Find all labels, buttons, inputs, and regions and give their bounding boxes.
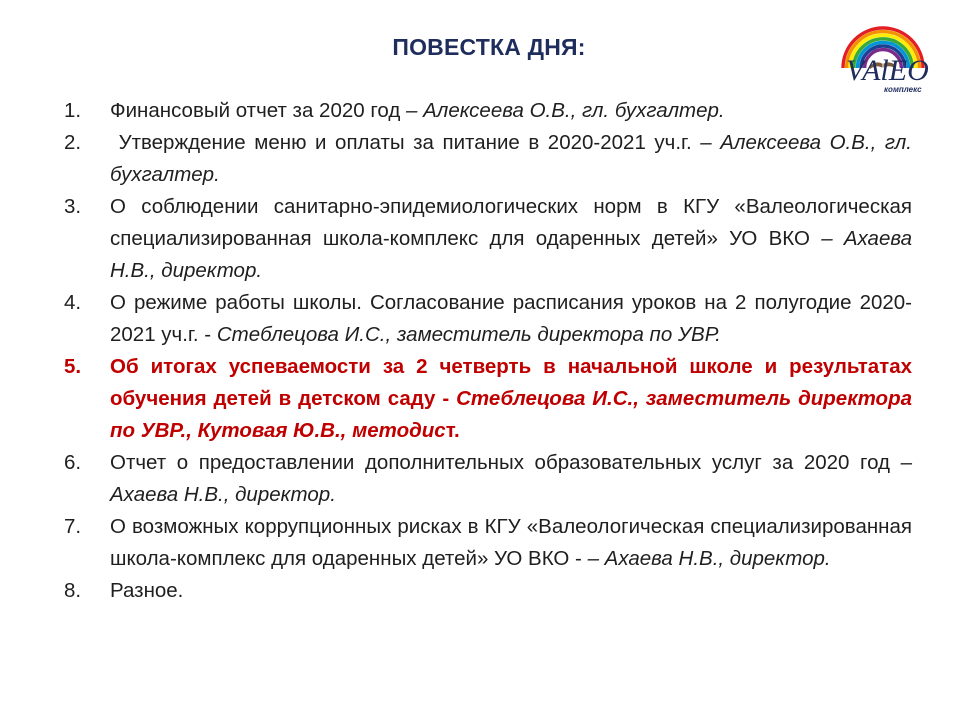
logo-brand: VAlEO [846, 54, 929, 87]
item-responsible: – Алексеева О.В., гл. бухгалтер. [110, 131, 913, 186]
item-text: Об итогах успеваемости за 2 четверть в начальной школе и результатах обучения детей в детском саду - [110, 355, 912, 410]
item-number: 3. [64, 195, 82, 218]
item-tail: т. [445, 419, 460, 442]
agenda-item-5 [64, 351, 912, 447]
item-responsible: – Ахаева Н.В., директор. [110, 451, 912, 506]
item-responsible: – Ахаева Н.В., директор. [110, 227, 912, 282]
item-responsible: Стеблецова И.С., заместитель директора по УВР. [216, 323, 721, 346]
item-number: 2. [64, 131, 82, 154]
valeo-logo [838, 22, 928, 102]
agenda-list [64, 95, 912, 607]
item-responsible: – Алексеева О.В., гл. бухгалтер. [406, 99, 725, 122]
agenda-item-7 [64, 511, 912, 575]
agenda-item-3 [64, 191, 912, 287]
item-number: 7. [64, 515, 82, 538]
logo-sub: комплекс [884, 85, 922, 94]
item-number: 4. [64, 291, 82, 314]
item-text: Отчет о предоставлении дополнительных образовательных услуг за 2020 год [110, 451, 901, 474]
agenda-item-6 [64, 447, 912, 511]
agenda-item-2 [64, 127, 912, 191]
item-text: Финансовый отчет за 2020 год [110, 99, 406, 122]
item-number: 5. [64, 355, 82, 378]
item-responsible: Стеблецова И.С., заместитель директора по УВР., Кутовая Ю.В., методис [110, 387, 912, 442]
item-number: 6. [64, 451, 82, 474]
item-responsible: – Ахаева Н.В., директор. [587, 547, 831, 570]
agenda-item-1 [64, 95, 912, 127]
item-text: О соблюдении санитарно-эпидемиологических норм в КГУ «Валеологическая специализированная школа-комплекс для одаренных детей» УО ВКО [110, 195, 912, 250]
agenda-item-4 [64, 287, 912, 351]
item-text: О возможных коррупционных рисках в КГУ «Валеологическая специализированная школа-комплекс для одаренных детей» УО ВКО - [110, 515, 912, 570]
page-title: ПОВЕСТКА ДНЯ: [392, 34, 586, 60]
item-text: Утверждение меню и оплаты за питание в 2020-2021 уч.г. [110, 131, 701, 154]
item-text: О режиме работы школы. Согласование расписания уроков на 2 полугодие 2020-2021 уч.г. - [110, 291, 912, 346]
item-number: 8. [64, 579, 82, 602]
agenda-item-8 [64, 575, 912, 607]
item-text: Разное. [110, 579, 184, 602]
item-number: 1. [64, 99, 82, 122]
